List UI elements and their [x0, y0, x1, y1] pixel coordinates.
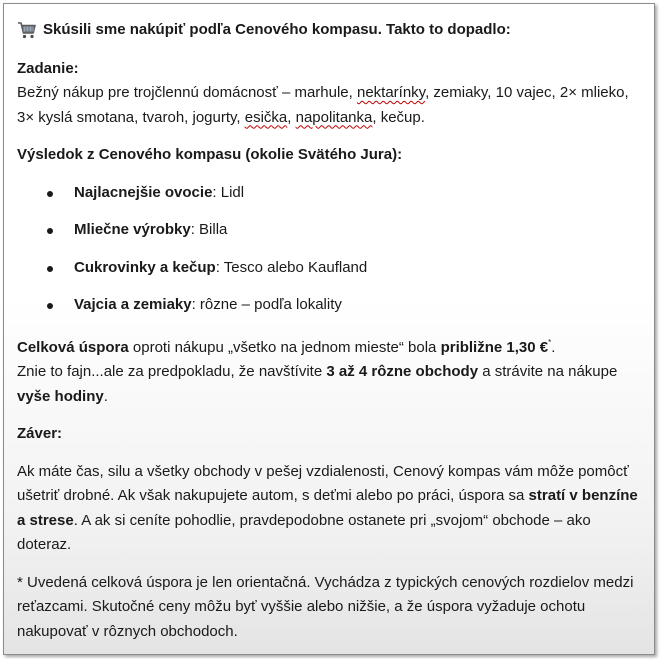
spellcheck-word: nektarínky	[356, 84, 426, 101]
bullet-icon	[47, 303, 53, 309]
title-text: Skúsili sme nakúpiť podľa Cenového kompasu. Takto to dopadlo:	[43, 21, 511, 38]
zadanie-heading: Zadanie:	[17, 59, 79, 77]
footnote: * Uvedená celková úspora je len orientačná. Vychádza z typických cenových rozdielov medzi reťazcami. Skutočné ceny môžu byť vyššie alebo nižšie, a že úspora vyžaduje ochotu nakupovať v rôznych obchodoch.	[17, 573, 634, 640]
spellcheck-word: esička	[244, 108, 288, 126]
bullet-icon	[47, 266, 53, 272]
list-item: Vajcia a zemiaky: rôzne – podľa lokality	[17, 293, 641, 318]
article-box	[3, 3, 655, 655]
list-item: Mliečne výrobky: Billa	[17, 218, 641, 243]
savings-paragraph: Celková úspora oproti nákupu „všetko na jednom mieste“ bola približne 1,30 €*. Znie to fajn...ale za predpokladu, že navštívite 3 až 4 rôzne obchody a strávite na nákupe vyše hodiny.	[17, 337, 618, 405]
article-title	[17, 18, 641, 43]
zaver-text: Ak máte čas, silu a všetky obchody v pešej vzdialenosti, Cenový kompas vám môže pomôcť ušetriť drobné. Ak však nakupujete autom, s deťmi alebo po práci, úspora sa stratí v benzíne a strese. A ak si ceníte pohodlie, pravdepodobne ostanete pri „svojom“ obchode – ako doteraz.	[17, 462, 638, 553]
bullet-icon	[47, 228, 53, 234]
bullet-icon	[47, 191, 53, 197]
list-item: Cukrovinky a kečup: Tesco alebo Kaufland	[17, 256, 641, 281]
results-list	[17, 181, 641, 318]
vysledok-heading: Výsledok z Cenového kompasu (okolie Svätého Jura):	[17, 146, 403, 163]
list-item: Najlacnejšie ovocie: Lidl	[17, 181, 641, 206]
zaver-heading: Záver:	[17, 425, 63, 442]
spellcheck-word: napolitanka	[295, 108, 373, 126]
zadanie-text: Bežný nákup pre trojčlennú domácnosť – marhule, nektarínky, zemiaky, 10 vajec, 2× mlieko, 3× kyslá smotana, tvaroh, jogurty, esička, napolitanka, kečup.	[17, 84, 629, 126]
shopping-cart-icon	[17, 20, 37, 40]
